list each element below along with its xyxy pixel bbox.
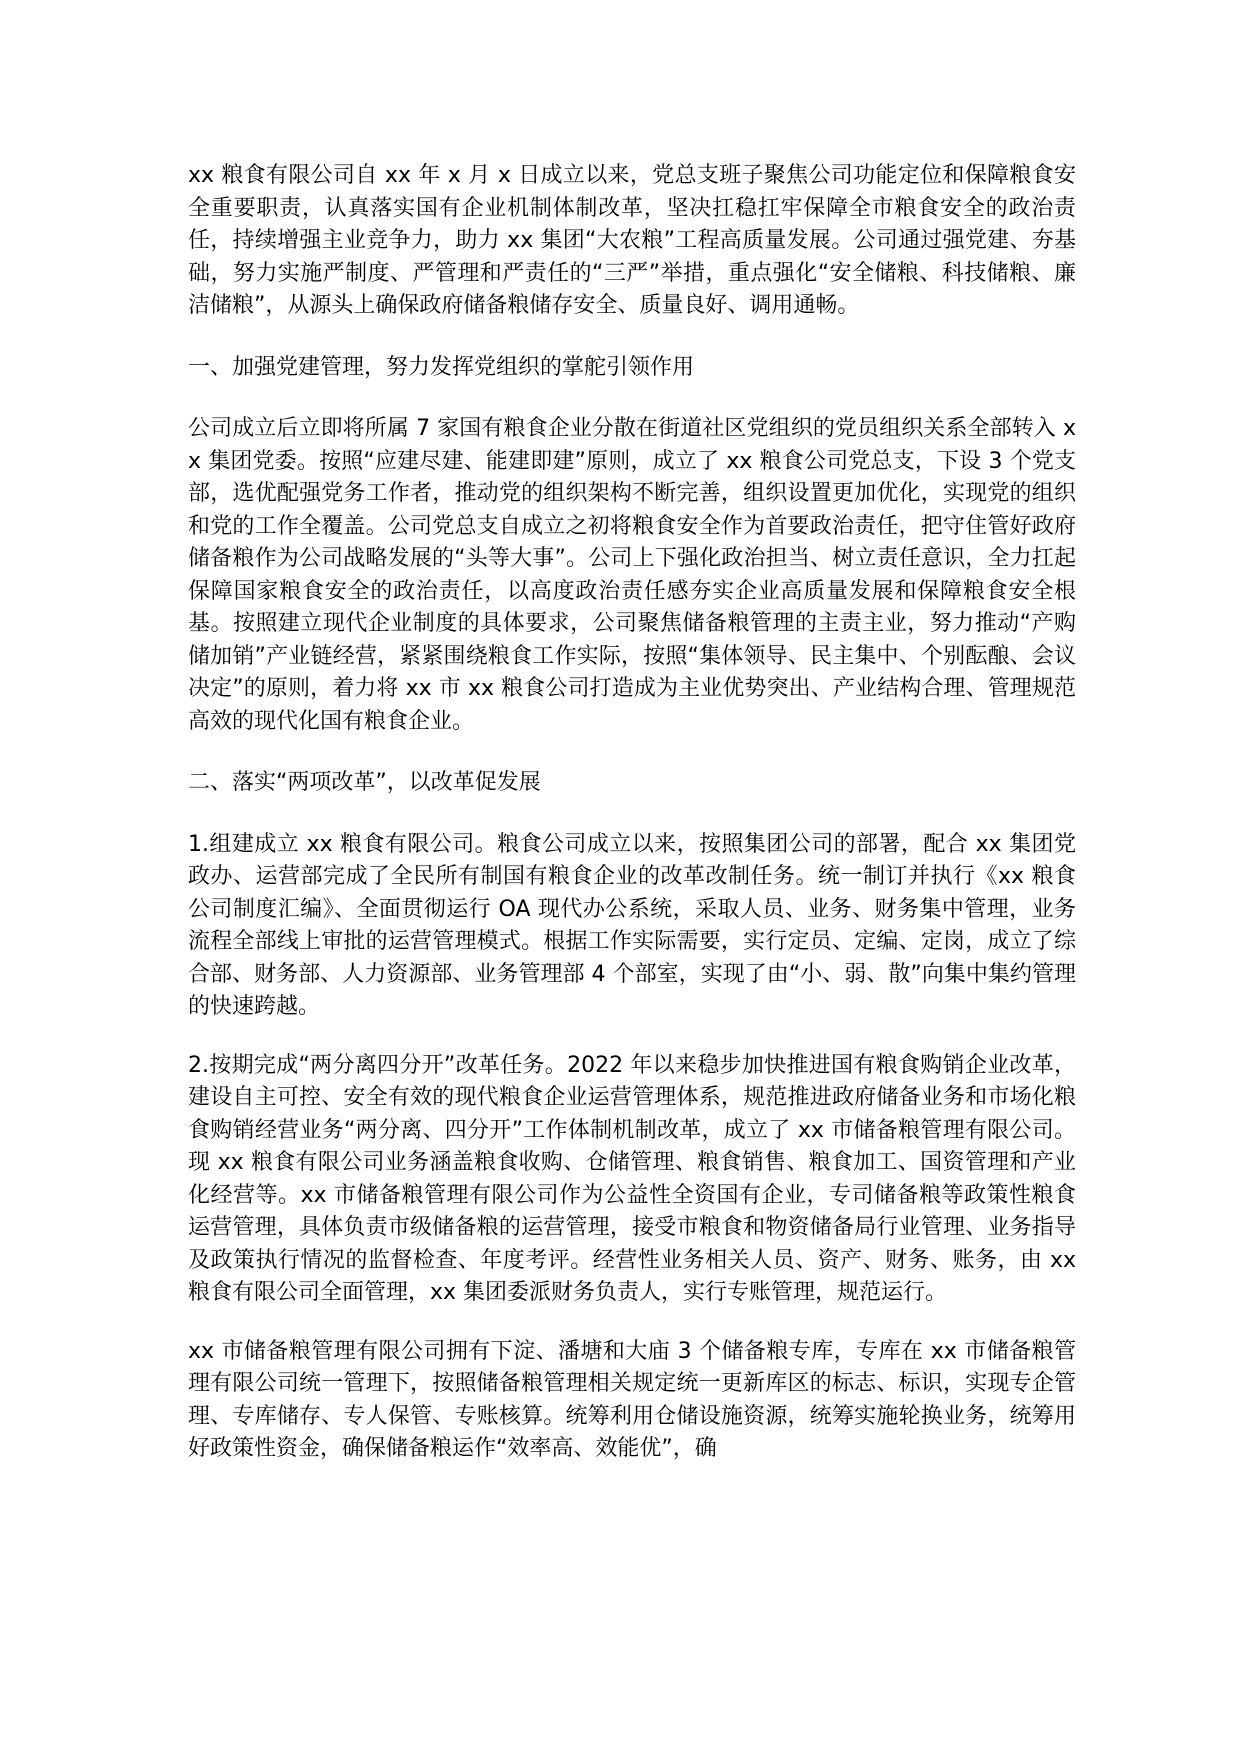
section-1-heading: 一、加强党建管理，努力发挥党组织的掌舵引领作用	[188, 354, 695, 380]
section-2-item-2: 2.按期完成“两分离四分开”改革任务。2022 年以来稳步加快推进国有粮食购销企业改革，建设自主可控、安全有效的现代粮食企业运营管理体系，规范推进政府储备业务和市场化粮食购销经营业务“两分离、四分开”工作体制机制改革，成立了 xx 市储备粮管理有限公司。现 xx 粮食有限公司业务涵盖粮食收购、仓储管理、粮食销售、粮食加工、国资管理和产业化经营等。xx 市储备粮管理有限公司作为公益性全资国有企业，专司储备粮等政策性粮食运营管理，具体负责市级储备粮的运营管理，接受市粮食和物资储备局行业管理、业务指导及政策执行情况的监督检查、年度考评。经营性业务相关人员、资产、财务、账务，由 xx 粮食有限公司全面管理，xx 集团委派财务负责人，实行专账管理，规范运行。	[188, 1052, 1076, 1305]
intro-paragraph: xx 粮食有限公司自 xx 年 x 月 x 日成立以来，党总支班子聚焦公司功能定位和保障粮食安全重要职责，认真落实国有企业机制体制改革，坚决扛稳扛牢保障全市粮食安全的政治责任，持续增强主业竞争力，助力 xx 集团“大农粮”工程高质量发展。公司通过强党建、夯基础，努力实施严制度、严管理和严责任的“三严”举措，重点强化“安全储粮、科技储粮、廉洁储粮”，从源头上确保政府储备粮储存安全、质量良好、调用通畅。	[188, 163, 1076, 318]
section-2-item-1: 1.组建成立 xx 粮食有限公司。粮食公司成立以来，按照集团公司的部署，配合 xx 集团党政办、运营部完成了全民所有制国有粮食企业的改革改制任务。统一制订并执行《xx 粮食公司制度汇编》、全面贯彻运行 OA 现代办公系统，采取人员、业务、财务集中管理，业务流程全部线上审批的运营管理模式。根据工作实际需要，实行定员、定编、定岗，成立了综合部、财务部、人力资源部、业务管理部 4 个部室，实现了由“小、弱、散”向集中集约管理的快速跨越。	[188, 831, 1076, 1019]
spacer	[188, 1024, 1076, 1050]
spacer	[188, 1310, 1076, 1336]
spacer	[188, 384, 1076, 413]
spacer	[188, 800, 1076, 829]
section-2-heading: 二、落实“两项改革”，以改革促发展	[188, 770, 541, 795]
section-1-paragraph: 公司成立后立即将所属 7 家国有粮食企业分散在街道社区党组织的党员组织关系全部转入 xx 集团党委。按照“应建尽建、能建即建”原则，成立了 xx 粮食公司党总支，下设 3 个党支部，选优配强党务工作者，推动党的组织架构不断完善，组织设置更加优化，实现党的组织和党的工作全覆盖。公司党总支自成立之初将粮食安全作为首要政治责任，把守住管好政府储备粮作为公司战略发展的“头等大事”。公司上下强化政治担当、树立责任意识，全力扛起保障国家粮食安全的政治责任，以高度政治责任感夯实企业高质量发展和保障粮食安全根基。按照建立现代企业制度的具体要求，公司聚焦储备粮管理的主责主业，努力推动“产购储加销”产业链经营，紧紧围绕粮食工作实际，按照“集体领导、民主集中、个别酝酿、会议决定”的原则，着力将 xx 市 xx 粮食公司打造成为主业优势突出、产业结构合理、管理规范高效的现代化国有粮食企业。	[188, 416, 1076, 734]
spacer	[188, 323, 1076, 352]
document-page	[188, 160, 1076, 1466]
section-2-item-3: xx 市储备粮管理有限公司拥有下淀、潘塘和大庙 3 个储备粮专库，专库在 xx 市储备粮管理有限公司统一管理下，按照储备粮管理相关规定统一更新库区的标志、标识，实现专企管理、专库储存、专人保管、专账核算。统筹利用仓储设施资源，统筹实施轮换业务，统筹用好政策性资金，确保储备粮运作“效率高、效能优”，确	[188, 1338, 1076, 1461]
spacer	[188, 738, 1076, 767]
